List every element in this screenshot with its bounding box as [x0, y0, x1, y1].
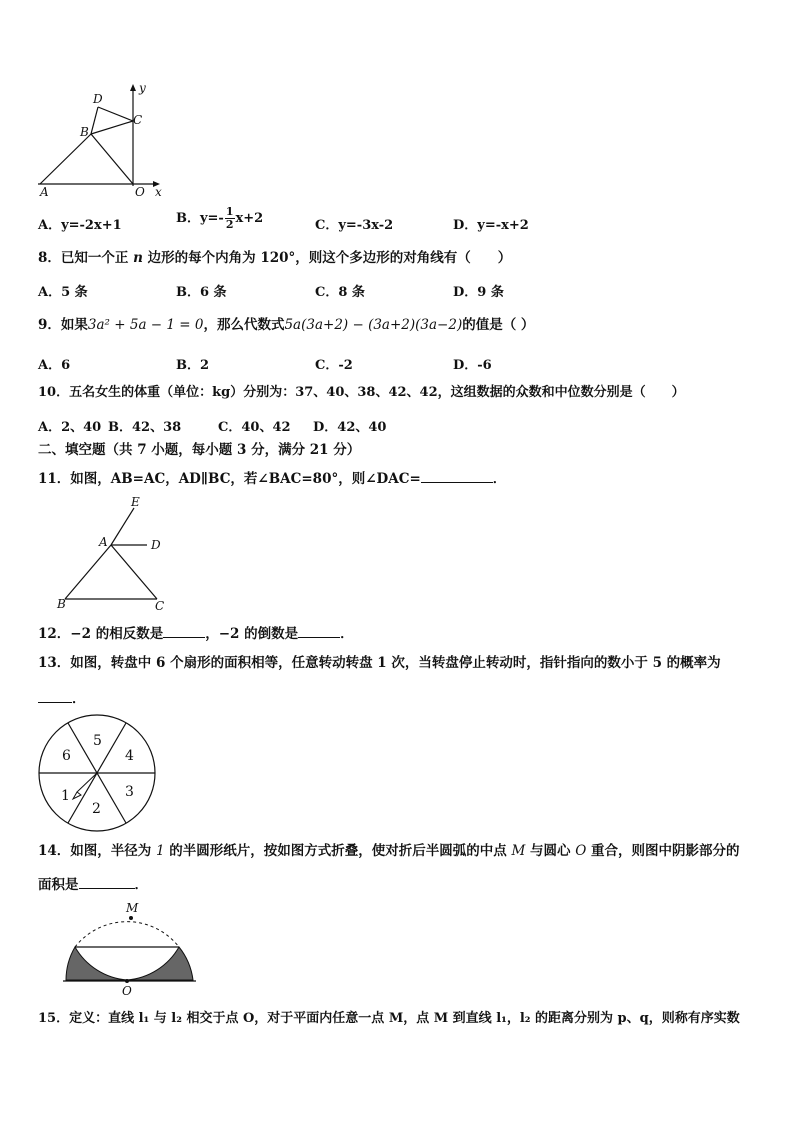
q9-option-d[interactable]: D．-6 [453, 358, 492, 373]
segment-ac11 [111, 545, 157, 599]
segment-bc [91, 121, 133, 134]
q13-stem: 13．如图，转盘中 6 个扇形的面积相等，任意转动转盘 1 次，当转盘停止转动时，指针指向的数小于 5 的概率为 [38, 655, 721, 671]
label-y: y [139, 81, 146, 95]
q9-stem: 9．如果3a² + 5a − 1 = 0，那么代数式5a(3a+2) − (3a+2)(3a−2)的值是（ ） [38, 317, 535, 333]
shaded-region [66, 947, 193, 980]
q11-stem: 11．如图，AB=AC，AD∥BC，若∠BAC=80°，则∠DAC= ． [38, 468, 506, 488]
sector-label-2: 2 [92, 801, 101, 817]
label-o: O [135, 185, 145, 199]
outer-arc-dashed [75, 922, 179, 947]
q8-option-d[interactable]: D．9 条 [453, 285, 504, 300]
segment-ab [40, 134, 91, 184]
segment-bd [91, 107, 98, 134]
q7-option-a[interactable]: A．y=-2x+1 [38, 218, 122, 233]
label-e: E [131, 495, 140, 509]
arrow-y [130, 84, 136, 91]
point-m [129, 916, 133, 920]
q7-option-b[interactable] [176, 206, 263, 231]
q7-b-suffix: x+2 [235, 211, 264, 226]
q14-stem-line2: 面积是 ． [38, 874, 148, 894]
sector-label-5: 5 [93, 733, 102, 749]
q7-b-fraction: $\frac{1}{2}$ [225, 205, 234, 231]
segment-ab11 [65, 545, 111, 599]
label-c11: C [155, 599, 165, 613]
q13-answer-line: ． [38, 688, 86, 708]
q14-answer-blank[interactable] [79, 874, 135, 889]
pointer-icon [73, 773, 97, 799]
q8-stem: 8．已知一个正 n 边形的每个内角为 120°，则这个多边形的对角线有（ ） [38, 250, 512, 266]
label-c: C [133, 113, 143, 127]
label-o14: O [122, 984, 132, 998]
q8-option-a[interactable]: A．5 条 [38, 285, 88, 300]
label-d11: D [151, 538, 161, 552]
sector-label-3: 3 [125, 784, 134, 800]
sector-label-1: 1 [61, 788, 70, 804]
q12-answer-blank-2[interactable] [298, 623, 340, 638]
q11-answer-blank[interactable] [421, 468, 493, 483]
label-d: D [93, 92, 103, 106]
q9-option-a[interactable]: A．6 [38, 358, 71, 373]
sector-label-6: 6 [62, 748, 71, 764]
q10-option-b[interactable]: B．42、38 [108, 420, 182, 435]
q8-option-c[interactable]: C．8 条 [315, 285, 365, 300]
segment-bo [91, 134, 133, 184]
q10-stem: 10．五名女生的体重（单位：kg）分别为：37、40、38、42、42，这组数据的众数和中位数分别是（ ） [38, 385, 685, 400]
label-b11: B [57, 597, 66, 611]
segment-ae [111, 508, 134, 545]
segment-dc [98, 107, 133, 121]
q7-option-c[interactable]: C．y=-3x-2 [315, 218, 394, 233]
sector-label-4: 4 [125, 748, 134, 764]
label-b: B [80, 125, 89, 139]
q13-answer-blank[interactable] [38, 688, 72, 703]
q9-option-c[interactable]: C．-2 [315, 358, 353, 373]
q15-stem: 15．定义：直线 l₁ 与 l₂ 相交于点 O，对于平面内任意一点 M，点 M 到直线 l₁，l₂ 的距离分别为 p、q，则称有序实数 [38, 1011, 740, 1026]
point-o [125, 979, 129, 983]
label-x: x [155, 185, 162, 199]
q7-option-d[interactable]: D．y=-x+2 [453, 218, 529, 233]
q10-option-a[interactable]: A．2、40 [38, 420, 102, 435]
folded-semicircle [63, 916, 196, 983]
q12-answer-blank-1[interactable] [163, 623, 205, 638]
q12-stem: 12．−2 的相反数是 ，−2 的倒数是 ． [38, 623, 354, 643]
label-m: M [126, 901, 139, 915]
q9-option-b[interactable]: B．2 [176, 358, 210, 373]
q8-option-b[interactable]: B．6 条 [176, 285, 227, 300]
q7-b-prefix: B．y=- [176, 211, 224, 226]
q10-option-c[interactable]: C．40、42 [218, 420, 291, 435]
label-a11: A [99, 535, 108, 549]
label-a: A [40, 185, 49, 199]
q14-stem: 14．如图，半径为 1 的半圆形纸片，按如图方式折叠，使对折后半圆弧的中点 M 与圆心 O 重合，则图中阴影部分的 [38, 843, 740, 859]
section-heading: 二、填空题（共 7 小题，每小题 3 分，满分 21 分） [38, 442, 361, 458]
q10-option-d[interactable]: D．42、40 [313, 420, 387, 435]
